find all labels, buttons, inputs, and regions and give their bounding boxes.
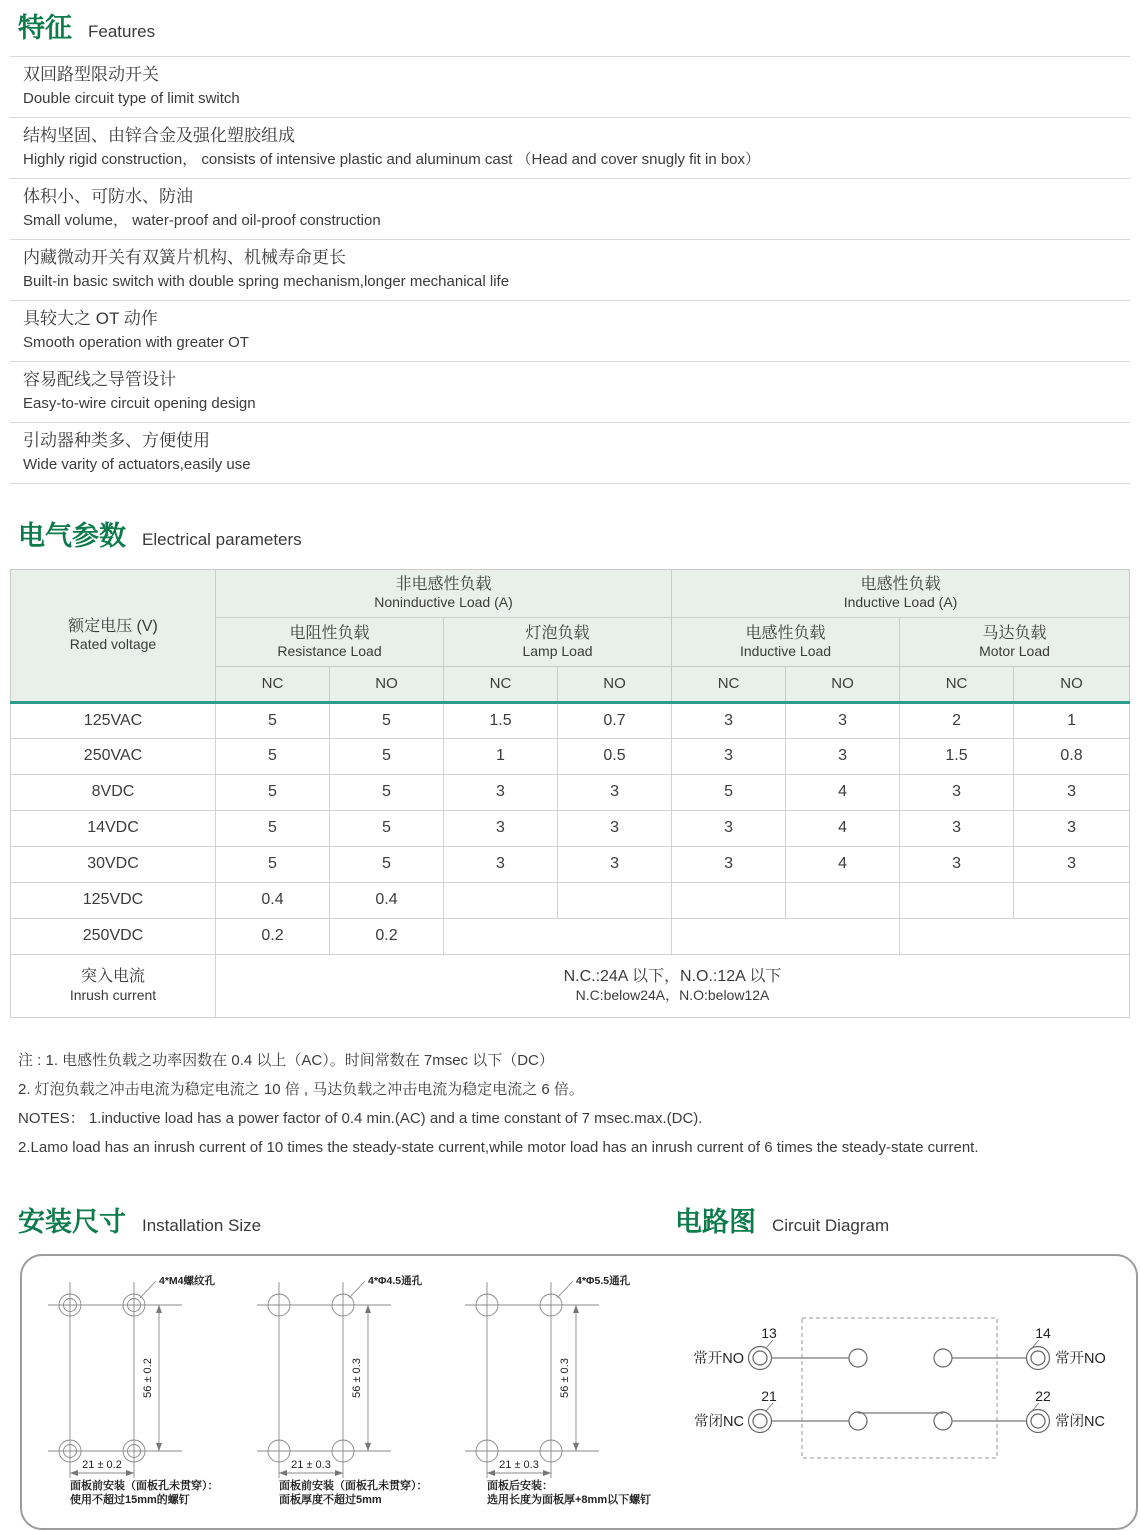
feature-zh: 双回路型限动开关 bbox=[23, 65, 159, 85]
drawing-caption-2: 面板厚度不超过5mm bbox=[279, 1493, 382, 1506]
feature-zh: 容易配线之导管设计 bbox=[23, 370, 176, 390]
resistance-load-header bbox=[216, 617, 444, 666]
installation-heading bbox=[10, 1206, 261, 1238]
ncno-header: NC bbox=[672, 666, 786, 702]
value-cell: 3 bbox=[558, 810, 672, 846]
value-cell: 3 bbox=[672, 846, 786, 882]
group-zh: 电感性负载 bbox=[860, 576, 941, 594]
feature-item bbox=[10, 300, 1130, 361]
subgroup-en: Inductive Load bbox=[739, 642, 832, 659]
value-cell: 1 bbox=[444, 738, 558, 774]
installation-title-zh: 安装尺寸 bbox=[18, 1206, 126, 1237]
value-cell: 3 bbox=[444, 810, 558, 846]
value-cell: 0.2 bbox=[330, 918, 444, 954]
horizontal-dimension: 21 ± 0.2 bbox=[82, 1458, 122, 1471]
value-cell: 3 bbox=[558, 774, 672, 810]
value-cell bbox=[558, 882, 672, 918]
voltage-cell: 14VDC bbox=[11, 810, 216, 846]
value-cell: 4 bbox=[786, 810, 900, 846]
value-cell: 0.4 bbox=[216, 882, 330, 918]
subgroup-zh: 灯泡负载 bbox=[525, 624, 590, 642]
feature-zh: 具较大之 OT 动作 bbox=[23, 309, 158, 329]
value-cell: 3 bbox=[1014, 774, 1130, 810]
table-row bbox=[11, 810, 1130, 846]
mounting-drawing-m4 bbox=[48, 1274, 219, 1506]
inrush-label-en: Inrush current bbox=[69, 987, 157, 1004]
feature-zh: 体积小、可防水、防油 bbox=[23, 187, 193, 207]
horizontal-dimension: 21 ± 0.3 bbox=[499, 1458, 539, 1471]
inrush-value-en: N.C:below24A，N.O:below12A bbox=[575, 987, 770, 1004]
rated-voltage-header bbox=[11, 569, 216, 702]
table-row bbox=[11, 882, 1130, 918]
feature-zh: 结构坚固、由锌合金及强化塑胶组成 bbox=[23, 126, 295, 146]
feature-en: Easy-to-wire circuit opening design bbox=[23, 395, 256, 413]
ncno-header: NC bbox=[900, 666, 1014, 702]
circuit-title-zh: 电路图 bbox=[675, 1206, 756, 1237]
value-cell: 5 bbox=[330, 846, 444, 882]
table-row bbox=[11, 918, 1130, 954]
value-cell bbox=[786, 882, 900, 918]
empty-cell bbox=[444, 918, 672, 954]
features-title-en: Features bbox=[88, 22, 156, 41]
inrush-value-zh: N.C.:24A 以下，N.O.:12A 以下 bbox=[563, 968, 782, 986]
vertical-dimension: 56 ± 0.2 bbox=[142, 1357, 154, 1398]
inductive-group-header bbox=[672, 569, 1130, 617]
bottom-headings bbox=[10, 1206, 1130, 1246]
drawing-caption-2: 选用长度为面板厚+8mm以下螺钉 bbox=[487, 1493, 652, 1506]
electrical-title-en: Electrical parameters bbox=[142, 530, 302, 550]
value-cell: 5 bbox=[216, 810, 330, 846]
features-list bbox=[10, 56, 1130, 484]
value-cell: 2 bbox=[900, 702, 1014, 738]
value-cell: 5 bbox=[216, 774, 330, 810]
note-line: NOTES： 1.inductive load has a power factor of 0.4 min.(AC) and a time constant of 7 msec.max.(DC). bbox=[18, 1109, 703, 1127]
circuit-heading bbox=[667, 1206, 889, 1238]
value-cell bbox=[1014, 882, 1130, 918]
value-cell: 0.5 bbox=[558, 738, 672, 774]
group-en: Inductive Load (A) bbox=[843, 594, 958, 611]
terminal-number-14: 14 bbox=[1035, 1324, 1051, 1341]
inrush-value-cell bbox=[216, 954, 1130, 1017]
ncno-header: NC bbox=[444, 666, 558, 702]
value-cell: 3 bbox=[900, 810, 1014, 846]
mounting-drawing-5_5 bbox=[465, 1274, 651, 1506]
voltage-cell: 125VDC bbox=[11, 882, 216, 918]
voltage-cell: 250VAC bbox=[11, 738, 216, 774]
value-cell: 1.5 bbox=[900, 738, 1014, 774]
electrical-parameters-table bbox=[10, 569, 1130, 1018]
value-cell: 4 bbox=[786, 846, 900, 882]
voltage-cell: 125VAC bbox=[11, 702, 216, 738]
terminal-number-21: 21 bbox=[761, 1387, 777, 1404]
value-cell: 1.5 bbox=[444, 702, 558, 738]
note-line: 2. 灯泡负载之冲击电流为稳定电流之 10 倍 , 马达负载之冲击电流为稳定电流之 6 倍。 bbox=[18, 1080, 584, 1098]
notes-block bbox=[18, 1052, 1130, 1156]
features-title-zh: 特征 bbox=[18, 13, 72, 43]
voltage-cell: 8VDC bbox=[11, 774, 216, 810]
value-cell: 0.2 bbox=[216, 918, 330, 954]
feature-item bbox=[10, 56, 1130, 117]
electrical-title-zh: 电气参数 bbox=[18, 521, 126, 552]
value-cell bbox=[672, 882, 786, 918]
value-cell: 0.7 bbox=[558, 702, 672, 738]
table-row bbox=[11, 738, 1130, 774]
value-cell bbox=[900, 882, 1014, 918]
table-row bbox=[11, 774, 1130, 810]
terminal-number-22: 22 bbox=[1035, 1387, 1051, 1404]
motor-load-header bbox=[900, 617, 1130, 666]
value-cell: 5 bbox=[330, 810, 444, 846]
inrush-label-zh: 突入电流 bbox=[80, 968, 145, 986]
inrush-label-cell bbox=[11, 954, 216, 1017]
value-cell: 1 bbox=[1014, 702, 1130, 738]
circuit-diagram bbox=[693, 1318, 1106, 1458]
feature-zh: 内藏微动开关有双簧片机构、机械寿命更长 bbox=[23, 248, 346, 268]
value-cell: 5 bbox=[216, 846, 330, 882]
feature-en: Built-in basic switch with double spring mechanism,longer mechanical life bbox=[23, 273, 510, 291]
value-cell: 3 bbox=[672, 738, 786, 774]
drawing-caption-1: 面板前安装（面板孔未贯穿）： bbox=[70, 1479, 219, 1492]
ncno-header: NC bbox=[216, 666, 330, 702]
ncno-header: NO bbox=[330, 666, 444, 702]
table-row bbox=[11, 846, 1130, 882]
value-cell: 3 bbox=[1014, 846, 1130, 882]
feature-item bbox=[10, 117, 1130, 178]
subgroup-zh: 马达负载 bbox=[982, 624, 1047, 642]
subgroup-en: Motor Load bbox=[979, 642, 1050, 659]
feature-item bbox=[10, 422, 1130, 484]
vertical-dimension: 56 ± 0.3 bbox=[559, 1357, 571, 1398]
feature-item bbox=[10, 361, 1130, 422]
feature-zh: 引动器种类多、方便使用 bbox=[23, 431, 210, 451]
value-cell: 3 bbox=[900, 846, 1014, 882]
feature-en: Small volume， water-proof and oil-proof construction bbox=[23, 212, 381, 230]
feature-en: Wide varity of actuators,easily use bbox=[23, 456, 251, 474]
rated-voltage-zh: 额定电压 (V) bbox=[68, 618, 158, 636]
group-en: Noninductive Load (A) bbox=[374, 594, 513, 611]
features-heading bbox=[10, 12, 1130, 44]
value-cell: 5 bbox=[330, 774, 444, 810]
terminal-number-13: 13 bbox=[761, 1324, 777, 1341]
subgroup-en: Lamp Load bbox=[522, 642, 593, 659]
note-line: 2.Lamo load has an inrush current of 10 times the steady-state current,while motor load has an inrush current of 6 times the steady-state current. bbox=[18, 1138, 979, 1156]
feature-en: Highly rigid construction， consists of intensive plastic and aluminum cast （Head and cover snugly fit in box） bbox=[23, 151, 761, 169]
circuit-title-en: Circuit Diagram bbox=[772, 1215, 890, 1235]
empty-cell bbox=[900, 918, 1130, 954]
hole-label: 4*Φ4.5通孔 bbox=[368, 1274, 423, 1287]
value-cell: 5 bbox=[216, 738, 330, 774]
value-cell: 3 bbox=[1014, 810, 1130, 846]
hole-label: 4*Φ5.5通孔 bbox=[576, 1274, 631, 1287]
horizontal-dimension: 21 ± 0.3 bbox=[291, 1458, 331, 1471]
table-row bbox=[11, 702, 1130, 738]
terminal-label-nc-left: 常闭NC bbox=[694, 1413, 744, 1430]
value-cell: 3 bbox=[444, 774, 558, 810]
value-cell bbox=[444, 882, 558, 918]
drawing-caption-2: 使用不超过15mm的螺钉 bbox=[70, 1493, 190, 1506]
drawing-caption-1: 面板后安装： bbox=[487, 1479, 553, 1492]
value-cell: 3 bbox=[444, 846, 558, 882]
subgroup-en: Resistance Load bbox=[277, 642, 382, 659]
note-line: 注 : 1. 电感性负载之功率因数在 0.4 以上（AC）。时间常数在 7msec 以下（DC） bbox=[18, 1051, 554, 1069]
value-cell: 5 bbox=[216, 702, 330, 738]
value-cell: 3 bbox=[900, 774, 1014, 810]
vertical-dimension: 56 ± 0.3 bbox=[351, 1357, 363, 1398]
value-cell: 3 bbox=[672, 702, 786, 738]
lamp-load-header bbox=[444, 617, 672, 666]
noninductive-group-header bbox=[216, 569, 672, 617]
ncno-header: NO bbox=[558, 666, 672, 702]
diagram-canvas bbox=[22, 1256, 1136, 1528]
empty-cell bbox=[672, 918, 900, 954]
voltage-cell: 250VDC bbox=[11, 918, 216, 954]
value-cell: 3 bbox=[558, 846, 672, 882]
electrical-heading bbox=[10, 520, 1130, 552]
value-cell: 5 bbox=[330, 702, 444, 738]
value-cell: 4 bbox=[786, 774, 900, 810]
rated-voltage-en: Rated voltage bbox=[69, 636, 157, 653]
feature-item bbox=[10, 239, 1130, 300]
feature-en: Smooth operation with greater OT bbox=[23, 334, 249, 352]
hole-label: 4*M4螺纹孔 bbox=[159, 1274, 216, 1287]
feature-item bbox=[10, 178, 1130, 239]
diagram-panel bbox=[20, 1254, 1138, 1530]
value-cell: 5 bbox=[330, 738, 444, 774]
voltage-cell: 30VDC bbox=[11, 846, 216, 882]
value-cell: 5 bbox=[672, 774, 786, 810]
group-zh: 非电感性负载 bbox=[395, 576, 492, 594]
drawing-caption-1: 面板前安装（面板孔未贯穿）： bbox=[279, 1479, 428, 1492]
terminal-label-nc-right: 常闭NC bbox=[1055, 1413, 1105, 1430]
inrush-current-row bbox=[11, 954, 1130, 1017]
value-cell: 0.8 bbox=[1014, 738, 1130, 774]
ncno-header: NO bbox=[786, 666, 900, 702]
value-cell: 0.4 bbox=[330, 882, 444, 918]
value-cell: 3 bbox=[786, 738, 900, 774]
mounting-drawing-4_5 bbox=[257, 1274, 428, 1506]
installation-title-en: Installation Size bbox=[142, 1215, 262, 1235]
subgroup-zh: 电阻性负载 bbox=[289, 624, 370, 642]
subgroup-zh: 电感性负载 bbox=[745, 624, 826, 642]
inductive-load-header bbox=[672, 617, 900, 666]
ncno-header: NO bbox=[1014, 666, 1130, 702]
value-cell: 3 bbox=[786, 702, 900, 738]
feature-en: Double circuit type of limit switch bbox=[23, 90, 240, 108]
value-cell: 3 bbox=[672, 810, 786, 846]
terminal-label-no-right: 常开NO bbox=[1055, 1350, 1106, 1367]
terminal-label-no-left: 常开NO bbox=[693, 1350, 744, 1367]
